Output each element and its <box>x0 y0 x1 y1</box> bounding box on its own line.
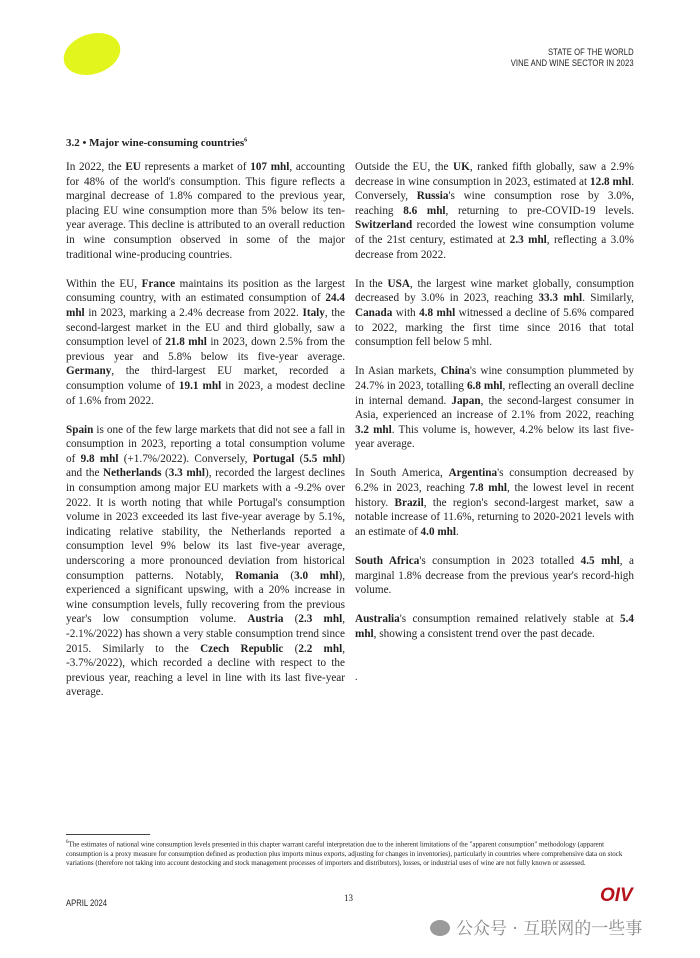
text-run: ( <box>294 452 304 465</box>
text-run: , the largest wine market globally, consumption decreased by 3.0% in 2023, reaching <box>355 277 634 305</box>
text-run: (+1.7%/2022). Conversely, <box>118 452 253 465</box>
text-run: , the lowest level in recent history. <box>355 482 634 509</box>
text-run: , a marginal 1.8% decrease from the previous year's record-high volume. <box>355 555 634 597</box>
bold-term: UK <box>453 161 470 173</box>
bold-term: France <box>141 277 176 290</box>
bold-term: 8.6 mhl <box>403 204 446 217</box>
text-run: ( <box>278 569 295 582</box>
paragraph <box>355 277 634 350</box>
text-run: ( <box>283 642 299 655</box>
right-column <box>355 160 634 684</box>
watermark <box>430 918 642 940</box>
header-line-2: VINE AND WINE SECTOR IN 2023 <box>511 58 634 68</box>
bold-term: Canada <box>355 306 393 319</box>
text-run: in 2023, marking a 2.4% decrease from 2022. <box>84 306 303 319</box>
bold-term: USA <box>387 277 410 290</box>
text-run: with <box>392 306 420 319</box>
text-run: , the second-largest market in the EU and third globally, saw a consumption level of <box>66 306 345 349</box>
text-run: represents a market of <box>140 161 251 173</box>
footnote-text: The estimates of national wine consumption levels presented in this chapter warrant careful interpretation due to the inherent limitations of the "apparent consumption" methodology (apparent consumption is a proxy measure for consumption defined as production plus imports minus exports, adjusting for changes in inventories), particularly in countries where comprehensive data on stock variations (therefore not taking into account destocking and stock management processes of importers and distributors), losses, or industrial uses of wine are not fully known or assessed. <box>66 840 623 868</box>
text-run: Outside the EU, the <box>355 161 454 173</box>
paragraph <box>66 160 345 262</box>
bold-term: Czech Republic <box>200 642 284 655</box>
text-run: , accounting for 48% of the world's consumption. This figure reflects a marginal decrease of 1.8% compared to the previous year, placing EU wine consumption more than 5% below its ten-year average. This decline is attributed to an overall reduction in wine consumption observed in some of the major traditional wine-producing countries. <box>66 161 345 261</box>
text-run: in 2023, down 2.5% from the previous year and 5.8% below its five-year average. <box>66 336 345 363</box>
header-line-1: STATE OF THE WORLD <box>548 47 634 57</box>
text-run: . This volume is, however, 4.2% below its last five-year average. <box>355 423 634 451</box>
bold-term: 3.2 mhl <box>355 423 392 436</box>
text-run: , reflecting a 3.0% decrease from 2022. <box>355 233 634 261</box>
stray-dot: . <box>355 671 358 683</box>
footer-date: APRIL 2024 <box>66 898 107 908</box>
text-run: , -2.1%/2022) has shown a very stable consumption trend since 2015. Similarly to the <box>66 613 345 655</box>
text-run: , returning to pre-COVID-19 levels. <box>445 204 635 217</box>
paragraph <box>355 160 634 262</box>
decorative-yellow-blob <box>58 26 126 82</box>
paragraph <box>355 364 634 452</box>
text-run: 's consumption decreased by 6.2% in 2023, reaching <box>355 467 634 495</box>
bold-term: 4.8 mhl <box>419 306 456 319</box>
text-run: . Similarly, <box>582 292 634 305</box>
text-run: ) and the <box>66 452 345 480</box>
text-run: witnessed a decline of 5.6% compared to 2022, marking the first time since 2016 that total consumption fell below 5 mhl. <box>355 306 635 349</box>
page-number: 13 <box>344 893 353 903</box>
oiv-logo: OIV <box>600 885 633 906</box>
text-run: in 2023, a modest decline of 1.6% from 2022. <box>66 379 345 407</box>
text-run: , the third-largest EU market, recorded a consumption volume of <box>66 365 345 392</box>
text-run: is one of the few large markets that did not see a fall in consumption in 2023, reporting a total consumption volume of <box>66 423 345 465</box>
left-column-paragraphs <box>66 160 345 700</box>
bold-term: 3.0 mhl <box>294 569 339 582</box>
bold-term: China <box>440 365 470 378</box>
text-run: , showing a consistent trend over the past decade. <box>373 628 595 640</box>
footnote-ref: 6 <box>244 137 248 144</box>
bold-term: 4.0 mhl <box>420 525 456 538</box>
text-run: Within the EU, <box>66 277 142 290</box>
text-run: ), experienced a significant upswing, with a 20% increase in wine consumption levels, fully recovering from the previous year's low consumption volume. <box>66 569 345 626</box>
bold-term: 12.8 mhl <box>590 175 632 188</box>
text-run: In Asian markets, <box>355 365 441 378</box>
bold-term: 3.3 mhl <box>168 467 206 480</box>
footnote <box>66 838 636 869</box>
text-run: 's consumption remained relatively stable at <box>399 613 621 626</box>
bold-term: Brazil <box>394 496 424 509</box>
footnote-divider <box>66 834 150 835</box>
text-run: . <box>455 525 459 538</box>
text-run: , reflecting an overall decline in internal demand. <box>355 379 634 407</box>
paragraph <box>355 554 634 598</box>
section-title <box>66 137 247 149</box>
bold-term: 2.3 mhl <box>298 613 343 626</box>
text-run: In the <box>355 277 388 290</box>
bold-term: EU <box>125 161 141 173</box>
text-run: ( <box>161 467 169 480</box>
bold-term: Australia <box>355 613 400 626</box>
right-column-paragraphs <box>355 160 634 642</box>
bold-term: 4.5 mhl <box>580 555 620 568</box>
bold-term: 24.4 mhl <box>66 292 345 319</box>
wechat-icon <box>430 920 450 936</box>
paragraph <box>66 277 345 408</box>
bold-term: 2.3 mhl <box>509 233 547 246</box>
footnote-number: 6 <box>66 840 69 845</box>
bold-term: Netherlands <box>103 467 162 480</box>
bold-term: 2.2 mhl <box>298 642 343 655</box>
bold-term: Italy <box>302 306 325 319</box>
paragraph <box>355 612 634 641</box>
text-run: , the second-largest consumer in Asia, experienced an increase of 2.1% from 2022, reaching <box>355 394 634 422</box>
text-run: ), recorded the largest declines in consumption among major EU markets with a -9.2% over 2022. It is worth noting that while Portugal's consumption volume in 2023 exceeded its last five-year average by 5.1%, indicating relative stability, the Netherlands reported a consumption level 9% below its last five-year average, underscoring a more pronounced deviation from historical consumption patterns. Notably, <box>66 467 345 582</box>
bold-term: Argentina <box>448 467 498 480</box>
bold-term: 6.8 mhl <box>466 379 503 392</box>
bold-term: Spain <box>66 423 94 436</box>
bold-term: Germany <box>66 365 112 378</box>
section-title-text: 3.2 • Major wine-consuming countries <box>66 137 245 149</box>
text-run: 's consumption in 2023 totalled <box>419 555 581 568</box>
bold-term: Switzerland <box>355 219 413 232</box>
bold-term: 7.8 mhl <box>469 482 507 495</box>
bold-term: 21.8 mhl <box>165 336 207 349</box>
text-run: 's wine consumption rose by 3.0%, reaching <box>355 190 634 217</box>
bold-term: 5.5 mhl <box>303 452 342 465</box>
text-run: . Conversely, <box>355 175 634 203</box>
bold-term: Romania <box>235 569 279 582</box>
bold-term: Russia <box>416 190 449 203</box>
bold-term: 107 mhl <box>250 161 290 173</box>
text-run: In South America, <box>355 467 449 480</box>
text-run: ( <box>283 613 299 626</box>
text-run: , the region's second-largest market, saw a notable increase of 11.6%, returning to 2020-2021 levels with an estimate of <box>355 496 634 538</box>
bold-term: South Africa <box>355 555 420 568</box>
text-run: In 2022, the <box>66 161 126 173</box>
bold-term: 33.3 mhl <box>538 292 583 305</box>
report-header <box>511 47 634 69</box>
left-column <box>66 160 345 715</box>
paragraph <box>355 466 634 539</box>
text-run: 's wine consumption plummeted by 24.7% in 2023, totalling <box>355 365 634 392</box>
bold-term: 5.4 mhl <box>355 613 634 640</box>
text-run: , -3.7%/2022), which recorded a decline with respect to the previous year, reaching a level in line with its last five-year average. <box>66 642 345 699</box>
bold-term: 9.8 mhl <box>80 452 119 465</box>
bold-term: Portugal <box>252 452 295 465</box>
bold-term: Austria <box>247 613 284 626</box>
text-run: , ranked fifth globally, saw a 2.9% decrease in wine consumption in 2023, estimated at <box>355 161 634 188</box>
watermark-text: 公众号 · 互联网的一些事 <box>456 919 643 939</box>
text-run: maintains its position as the largest consuming country, with an estimated consumption of <box>66 277 345 305</box>
bold-term: 19.1 mhl <box>178 379 222 392</box>
paragraph <box>66 423 345 700</box>
text-run: recorded the lowest wine consumption volume of the 21st century, estimated at <box>355 219 634 246</box>
bold-term: Japan <box>451 394 481 407</box>
